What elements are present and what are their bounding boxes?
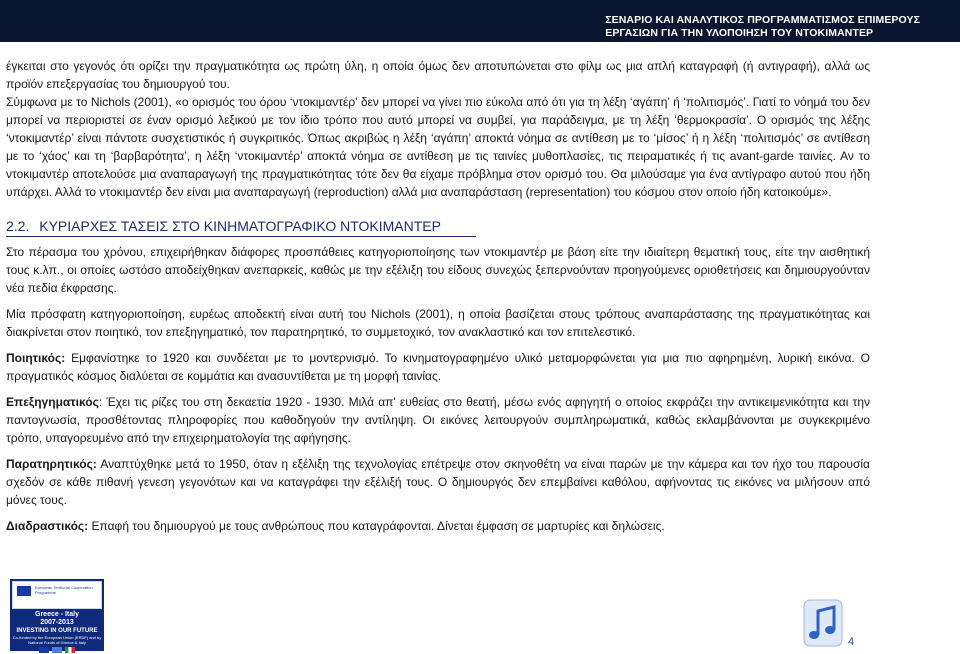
program-logo: European Territorial Cooperation Programme Greece - Italy 2007-2013 INVESTING IN OUR FUTURE Co-funded by the European Union (ERDF) and by National Funds of Greece & Italy <box>10 579 104 651</box>
paragraph: Στο πέρασμα του χρόνου, επιχειρήθηκαν διάφορες προσπάθειες κατηγοριοποίησης των ντοκιμαντέρ με βάση είτε την ιδιαίτερη θεματική τους, είτε την αισθητική τους κ.λπ., οι οποίες ωστόσο αποδείχθηκαν ανεπαρκείς, καθώς με την εξέλιξη του είδους συνεχώς ξεπερνούνταν προηγούμενες οριοθετήσεις και δημιουργούνταν νέα πεδία έκφρασης. <box>6 245 870 295</box>
music-note-icon <box>803 597 845 649</box>
section-number: 2.2. <box>6 218 30 234</box>
section-title: ΚΥΡΙΑΡΧΕΣ ΤΑΣΕΙΣ ΣΤΟ ΚΙΝΗΜΑΤΟΓΡΑΦΙΚΟ ΝΤΟΚΙΜΑΝΤΕΡ <box>39 218 441 234</box>
term-observational: Παρατηρητικός: <box>6 457 97 471</box>
italy-flag-icon <box>65 647 75 653</box>
paragraph: έγκειται στο γεγονός ότι ορίζει την πραγματικότητα ως πρώτη ύλη, η οποία όμως δεν αποτυπώνεται στο φίλμ ως μια απλή καταγραφή (ή αντιγραφή), αλλά ως προϊόν επεξεργασίας του δημιουργού του. <box>6 59 870 91</box>
term-poetic: Ποιητικός: <box>6 351 66 365</box>
paragraph-interactive: Διαδραστικός: Επαφή του δημιουργού με τους ανθρώπους που καταγράφονται. Δίνεται έμφαση σε μαρτυρίες και δηλώσεις. <box>6 519 665 533</box>
paragraph: Σύμφωνα με το Nichols (2001), «ο ορισμός του όρου ‘ντοκιμαντέρ’ δεν μπορεί να γίνει πιο εύκολα από ότι για τη λέξη ‘αγάπη’ ή ‘πολιτισμός’. Γιατί το νόημά του δεν μπορεί να περιοριστεί σε έναν ορισμό λεξικού με τον ίδιο τρόπο που αυτό μπορεί να συμβεί, για παράδειγμα, με τη λέξη ‘θερμοκρασία’. Ο ορισμός της λέξης ‘ντοκιμαντέρ’ είναι πάντοτε συσχετιστικός ή συγκριτικός. Όπως ακριβώς η λέξη ‘αγάπη’ αποκτά νόημα σε αντίθεση με το ‘μίσος’ ή η λέξη ‘πολιτισμός’ σε αντίθεση με το ‘χάος’ και τη ‘βαρβαρότητα’, η λέξη ‘ντοκιμαντέρ’ αποκτά νόημα σε αντίθεση με τις ταινίες μυθοπλασίες, τις πειραματικές ή τις avant-garde ταινίες. Αν το ντοκιμαντέρ αποτελούσε μια αναπαραγωγή της πραγματικότητας τότε δεν θα είχαμε πρόβλημα στον ορισμό του. Θα μιλούσαμε για ένα αντίγραφο αυτού που ήδη υπάρχει. Αλλά το ντοκιμαντέρ δεν είναι μια αναπαραγωγή (reproduction) αλλά μια αναπαράσταση (representation) του κόσμου στον οποίο ήδη κατοικούμε». <box>6 95 870 199</box>
paragraph-expository: Επεξηγηματικός: Έχει τις ρίζες του στη δεκαετία 1920 - 1930. Μιλά απ' ευθείας στο θεατή, μέσω ενός αφηγητή ο οποίος εκφράζει την αντικειμενικότητα και την παντογνωσία, προσθέτοντας πληροφορίες που καθοδηγούν την αντίληψη. Οι εικόνες λειτουργούν συμπληρωματικά, καθώς εκλαμβάνονται με συγκεκριμένο τρόπο, υπαγορευμένο από την επιχειρηματολογία της αφήγησης. <box>6 395 870 445</box>
heading-underline <box>6 236 476 237</box>
paragraph-poetic: Ποιητικός: Εμφανίστηκε το 1920 και συνδέεται με το μοντερνισμό. Το κινηματογραφημένο υλικό μεταμορφώνεται για μια πιο αφηρημένη, λυρική εικόνα. Ο πραγματικός κόσμος διαλύεται σε κομμάτια και ανασυντίθεται με τη μορφή ταινίας. <box>6 351 870 383</box>
section-heading <box>6 217 870 235</box>
eu-flag-icon <box>39 647 49 653</box>
paragraph: Μία πρόσφατη κατηγοριοποίηση, ευρέως αποδεκτή είναι αυτή του Nichols (2001), η οποία βασίζεται στους τρόπους αναπαράστασης της πραγματικότητας και διακρίνεται στον ποιητικό, τον επεξηγηματικό, τον παρατηρητικό, το συμμετοχικό, τον ανακλαστικό και τον επιτελεστικό. <box>6 307 870 339</box>
header-title <box>605 14 920 40</box>
page-header <box>0 0 960 42</box>
greece-flag-icon <box>52 647 62 653</box>
term-expository: Επεξηγηματικός <box>6 395 99 409</box>
eu-flag-icon <box>17 586 31 596</box>
header-title-line2: ΕΡΓΑΣΙΩΝ ΓΙΑ ΤΗΝ ΥΛΟΠΟΙΗΣΗ ΤΟΥ ΝΤΟΚΙΜΑΝΤΕΡ <box>605 27 874 39</box>
paragraph-observational: Παρατηρητικός: Αναπτύχθηκε μετά το 1950, όταν η εξέλιξη της τεχνολογίας επέτρεψε στον σκηνοθέτη να είναι παρών με την κάμερα και τον ήχο του παρουσία σχεδόν σε κάθε πιθανή γενεση γεγονότων και να καταγράφει την εξέλιξή τους. Ο δημιουργός δεν επεμβαίνει καθόλου, αφήνοντας τις εικόνες να μιλήσουν από μόνες τους. <box>6 457 870 507</box>
page-number: 4 <box>848 636 855 648</box>
header-title-line1: ΣΕΝΑΡΙΟ ΚΑΙ ΑΝΑΛΥΤΙΚΟΣ ΠΡΟΓΡΑΜΜΑΤΙΣΜΟΣ ΕΠΙΜΕΡΟΥΣ <box>605 14 920 26</box>
term-interactive: Διαδραστικός: <box>6 519 89 533</box>
document-body <box>6 57 870 535</box>
